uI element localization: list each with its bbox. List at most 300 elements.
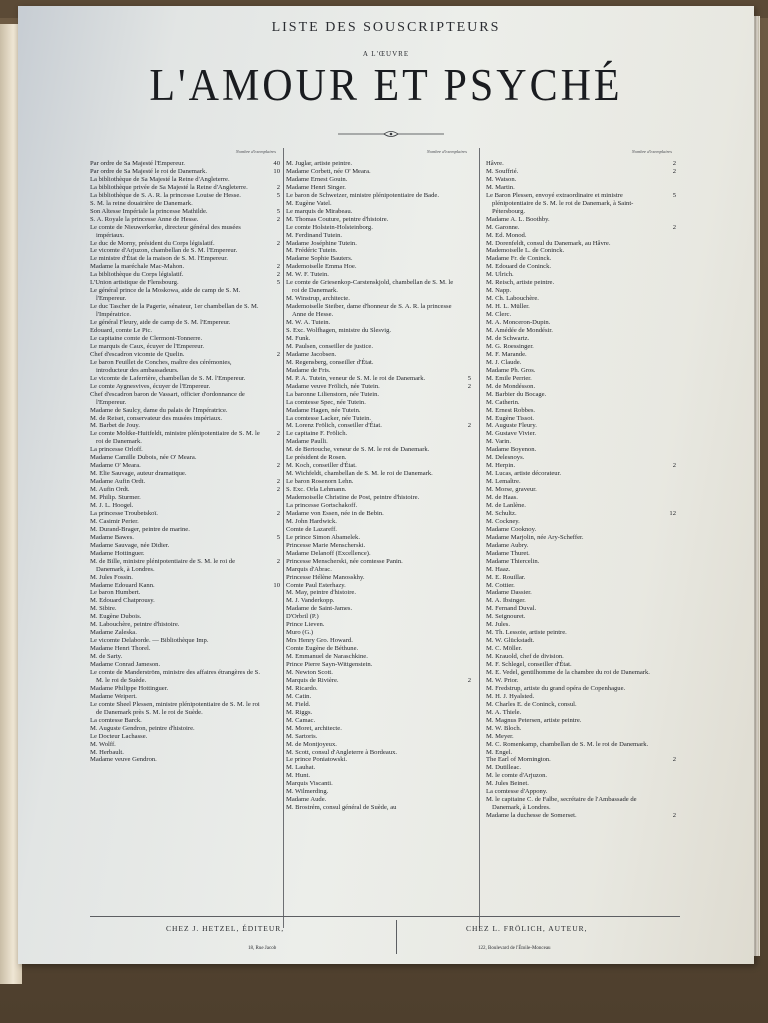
subscriber-name: M. Delesnoys.	[486, 454, 525, 462]
subscriber-name: La bibliothèque de S. A. R. la princesse Louise de Hesse.	[90, 191, 241, 199]
subscriber-entry	[286, 677, 471, 685]
subscriber-name: Prince Lieven.	[286, 621, 325, 629]
subscriber-name: M. Eugène Vatel.	[286, 199, 332, 207]
subscriber-name: Mrs Henry Gro. Howard.	[286, 637, 353, 645]
subscriber-name: M. Gustave Vivier.	[486, 430, 537, 438]
subscriber-entry	[486, 430, 676, 438]
subscriber-name: La princesse Orloff.	[90, 446, 143, 454]
subscriber-entry	[486, 192, 676, 216]
subscriber-entry	[90, 216, 280, 224]
subscriber-entry	[90, 637, 280, 645]
subscriber-entry	[486, 502, 676, 510]
subscriber-entry	[286, 168, 471, 176]
subscriber-entry	[90, 407, 280, 415]
subscriber-name: Madame Henri Thorel.	[90, 645, 151, 653]
subscriber-entry	[90, 343, 280, 351]
subscriber-name: Par ordre de Sa Majesté le roi de Danemark.	[90, 167, 207, 175]
subscriber-entry	[286, 176, 471, 184]
subscriber-entry	[286, 756, 471, 764]
subscriber-name: Le vicomte Delaborde. — Bibliothèque Imp.	[90, 637, 209, 645]
subscriber-name: Le capitaine comte de Clermont-Tonnerre.	[90, 334, 203, 342]
copies-count: 5	[276, 207, 280, 215]
subscriber-name: M. le comte d'Arjuzon.	[486, 772, 548, 780]
subscriber-entry	[286, 717, 471, 725]
subscriber-name: M. Philip. Sturmer.	[90, 494, 141, 502]
subscriber-name: Madame Paulli.	[286, 438, 328, 446]
subscriber-name: M. de Bille, ministre plénipotentiaire de S. M. le roi de Danemark, à Londres.	[90, 557, 236, 573]
subscriber-entry	[486, 399, 676, 407]
subscriber-name: M. Krauold, chef de division.	[486, 653, 564, 661]
subscriber-name: M. Barbet de Jouy.	[90, 422, 140, 430]
subscriber-name: Mademoiselle Emma Hoe.	[286, 263, 357, 271]
subscriber-name: M. Moret, architecte.	[286, 724, 342, 732]
subscriber-entry	[90, 351, 280, 359]
subscriber-entry	[286, 359, 471, 367]
subscriber-entry	[286, 224, 471, 232]
subscriber-name: M. Garonne.	[486, 223, 520, 231]
subscriber-name: M. Newton Scott.	[286, 669, 333, 676]
subscriber-entry	[286, 741, 471, 749]
subscriber-entry	[90, 605, 280, 613]
subscriber-name: Madame Aufin Ordt.	[90, 478, 146, 486]
subscriber-name: M. Funk.	[286, 334, 311, 342]
subscriber-entry	[486, 407, 676, 415]
subscriber-entry	[286, 534, 471, 542]
subscriber-name: Madame de Fris.	[286, 366, 331, 374]
subscriber-name: Le baron Rosenorn Lehn.	[286, 478, 354, 486]
subscriber-entry	[90, 359, 280, 375]
copies-count: 5	[276, 533, 280, 541]
subscriber-entry	[486, 224, 676, 232]
subscriber-entry	[286, 653, 471, 661]
subscriber-name: M. Dutilleac.	[486, 764, 521, 772]
publisher-address: 18, Rue Jacob	[248, 946, 277, 951]
copies-count: 10	[273, 167, 280, 175]
subscriber-entry	[486, 733, 676, 741]
subscriber-entry	[90, 629, 280, 637]
subscriber-entry	[90, 653, 280, 661]
subscriber-name: Madame Jacobsen.	[286, 350, 337, 358]
subscriber-name: Comte de Lazareff.	[286, 525, 337, 533]
subscriber-name: M. W. Bloch.	[486, 724, 522, 732]
subscriber-name: Comte Eugène de Béthune.	[286, 645, 359, 653]
subscriber-entry	[486, 240, 676, 248]
subscriber-entry	[486, 303, 676, 311]
copies-count: 5	[276, 191, 280, 199]
subscriber-name: Marquis d'Abrac.	[286, 565, 332, 573]
copies-count: 2	[276, 183, 280, 191]
subscriber-name: M. Catin.	[286, 692, 312, 700]
subscriber-entry	[486, 486, 676, 494]
subscriber-name: M. Fernand Duval.	[486, 605, 537, 613]
subscriber-entry	[486, 335, 676, 343]
subscriber-name: M. Riggs.	[286, 708, 313, 716]
subscriber-name: M. Fredstrup, artiste du grand opéra de Copenhague.	[486, 684, 626, 692]
subscriber-name: M. Reisch, artiste peintre.	[486, 279, 555, 287]
subscriber-entry	[286, 160, 471, 168]
copies-count: 2	[276, 215, 280, 223]
subscriber-name: M. Regensberg, conseiller d'État.	[286, 358, 374, 366]
subscriber-entry	[286, 518, 471, 526]
subscriber-name: The Earl of Mornington.	[486, 756, 551, 764]
subscriber-entry	[486, 653, 676, 661]
list-title: LISTE DES SOUSCRIPTEURS	[271, 20, 501, 35]
copies-count: 2	[276, 350, 280, 358]
copies-count: 2	[467, 676, 471, 684]
subscriber-name: Madame Hottinguer.	[90, 549, 145, 557]
subscriber-entry	[286, 764, 471, 772]
subscriber-entry	[486, 621, 676, 629]
publisher-imprint: CHEZ J. HETZEL, ÉDITEUR,	[166, 924, 285, 933]
subscriber-name: M. Martin.	[486, 183, 515, 191]
subscriber-entry	[90, 470, 280, 478]
subscriber-entry	[486, 184, 676, 192]
subscriber-entry	[90, 741, 280, 749]
subscriber-entry	[286, 383, 471, 391]
subscriber-name: M. Emile Perrier.	[486, 374, 532, 382]
subscriber-name: M. Emmanuel de Naraschkine.	[286, 653, 368, 661]
subscriber-name: Le ministre d'État de la maison de S. M. l'Empereur.	[90, 255, 228, 263]
subscriber-entry	[286, 780, 471, 788]
subscriber-name: M. Dorenfeldt, consul du Danemark, au Hâvre.	[486, 239, 611, 247]
subscriber-entry	[286, 772, 471, 780]
copies-count: 5	[672, 191, 676, 199]
subscriber-entry	[286, 327, 471, 335]
subscriber-entry	[286, 232, 471, 240]
subscriber-entry	[486, 741, 676, 749]
subscriber-name: M. Lucas, artiste décorateur.	[486, 470, 562, 478]
subscriber-entry	[90, 693, 280, 701]
subscriber-entry	[486, 749, 676, 757]
subscriber-entry	[90, 661, 280, 669]
subscriber-entry	[486, 780, 676, 788]
subscriber-name: M. Ferdinand Tutein.	[286, 231, 343, 239]
subscriber-name: M. J. Claude.	[486, 358, 522, 366]
subscriber-entry	[286, 295, 471, 303]
subscriber-name: Le comte de Nieuwerkerke, directeur général des musées impériaux.	[90, 223, 241, 239]
subscriber-entry	[286, 470, 471, 478]
subscriber-name: M. Cockney.	[486, 517, 520, 525]
subscriber-name: M. Lorenz Frölich, conseiller d'État.	[286, 422, 382, 430]
copies-count: 2	[672, 223, 676, 231]
subscriber-name: M. C. Romenkamp, chambellan de S. M. le roi de Danemark.	[486, 740, 649, 748]
subscriber-entry	[286, 558, 471, 566]
subscriber-entry	[286, 788, 471, 796]
subscriber-entry	[286, 669, 471, 677]
subscriber-entry	[286, 319, 471, 327]
subscriber-entry	[286, 749, 471, 757]
subscriber-entry	[286, 192, 471, 200]
subscriber-entry	[90, 224, 280, 240]
subscriber-name: M. Elie Sauvage, auteur dramatique.	[90, 470, 187, 478]
subscriber-name: M. Field.	[286, 700, 311, 708]
subscriber-name: Le marquis de Mirabeau.	[286, 207, 353, 215]
subscriber-name: Comte Paul Esterhazy.	[286, 581, 346, 589]
subscriber-entry	[486, 605, 676, 613]
subscriber-entry	[286, 208, 471, 216]
subscriber-entry	[486, 494, 676, 502]
subscriber-name: Princesse Menscherski, née comtesse Panin.	[286, 557, 403, 565]
subscriber-entry	[486, 645, 676, 653]
subscriber-name: M. F. Marande.	[486, 350, 527, 358]
subscriber-name: M. Juglar, artiste peintre.	[286, 160, 353, 167]
subscriber-entry	[90, 518, 280, 526]
subscriber-entry	[90, 542, 280, 550]
subscriber-name: M. A. Monceron-Dupin.	[486, 319, 551, 327]
subscriber-entry	[286, 574, 471, 582]
subscriber-entry	[286, 462, 471, 470]
subscriber-name: Mademoiselle Christine de Post, peintre d'histoire.	[286, 494, 420, 502]
subscriber-entry	[486, 566, 676, 574]
subscriber-name: Madame von Essen, née in de Bebin.	[286, 509, 384, 517]
subscriber-entry	[286, 200, 471, 208]
subscriber-name: M. Eugène Tissot.	[486, 414, 534, 422]
subscriber-entry	[90, 430, 280, 446]
subscriber-entry	[90, 701, 280, 717]
work-title: L'AMOUR ET PSYCHÉ	[149, 61, 623, 111]
subscriber-name: Le duc de Morny, président du Corps législatif.	[90, 239, 215, 247]
copies-count: 2	[276, 239, 280, 247]
column-divider	[479, 148, 480, 928]
subscriber-entry	[486, 287, 676, 295]
subscriber-name: M. Camac.	[286, 716, 316, 724]
subscriber-name: M. Eugène Dubois.	[90, 613, 142, 621]
subscriber-name: D'Orbril (P.)	[286, 613, 319, 621]
subscriber-name: La comtesse d'Appony.	[486, 788, 548, 796]
subscriber-entry	[286, 589, 471, 597]
subscriber-entry	[286, 709, 471, 717]
subscriber-entry	[486, 550, 676, 558]
subscriber-entry	[486, 518, 676, 526]
subscriber-name: M. Durand-Brager, peintre de marine.	[90, 525, 190, 533]
subscriber-entry	[90, 327, 280, 335]
subscriber-entry	[486, 677, 676, 685]
copies-count: 2	[672, 167, 676, 175]
subscriber-entry	[90, 494, 280, 502]
subscriber-name: M. May, peintre d'histoire.	[286, 589, 356, 597]
subscriber-entry	[486, 351, 676, 359]
subscriber-entry	[90, 319, 280, 327]
subscriber-entry	[486, 422, 676, 430]
subscriber-name: M. Varin.	[486, 438, 511, 446]
subscriber-name: Madame Zaleska.	[90, 629, 137, 637]
subscriber-name: S. Exc. Orla Lehmann.	[286, 486, 347, 494]
subscriber-entry	[90, 383, 280, 391]
subscriber-entry	[286, 613, 471, 621]
subscriber-entry	[286, 804, 471, 812]
subscriber-entry	[286, 375, 471, 383]
subscriber-name: M. H. J. Hyalsted.	[486, 692, 535, 700]
subscriber-name: Princesse Hélène Manosskhy.	[286, 573, 365, 581]
subscriber-name: Madame Edouard Kann.	[90, 581, 155, 589]
subscriber-name: Madame Delanoff (Excellence).	[286, 549, 371, 557]
subscriber-entry	[90, 613, 280, 621]
subscriber-name: La bibliothèque du Corps législatif.	[90, 271, 184, 279]
subscriber-name: Madame Fr. de Coninck.	[486, 255, 552, 263]
subscriber-name: Madame Cooknoy.	[486, 525, 537, 533]
subscriber-name: Le baron Feuillet de Conches, maître des cérémonies, introducteur des ambassadeurs.	[90, 358, 232, 374]
subscriber-name: Marquis de Rivière.	[286, 676, 339, 684]
subscriber-entry	[90, 478, 280, 486]
subscriber-entry	[286, 351, 471, 359]
copies-count: 2	[467, 422, 471, 430]
subscriber-name: Madame Bawes.	[90, 533, 134, 541]
subscriber-name: M. A. Thiele.	[486, 708, 522, 716]
subscriber-name: M. Charles E. de Coninck, consul.	[486, 700, 577, 708]
subscriber-name: M. Jules Fossin.	[90, 573, 133, 581]
subscriber-entry	[286, 438, 471, 446]
subscriber-name: Le vicomte de Laferrière, chambellan de S. M. l'Empereur.	[90, 374, 246, 382]
subscriber-name: L'Union artistique de Flensbourg.	[90, 279, 179, 287]
subscriber-name: Madame veuve Frölich, née Tutein.	[286, 382, 380, 390]
subscriber-entry	[90, 192, 280, 200]
subscriber-entry	[90, 749, 280, 757]
subscriber-entry	[286, 510, 471, 518]
footer-rule	[90, 916, 680, 917]
subscriber-column-3	[486, 148, 676, 908]
subscriber-entry	[90, 462, 280, 470]
subscriber-name: M. Ch. Labouchère.	[486, 295, 539, 303]
subscriber-name: M. de Lanlène.	[486, 501, 526, 509]
subscriber-name: M. A. Ibsinger.	[486, 597, 526, 605]
copies-count: 40	[273, 160, 280, 167]
subscriber-entry	[486, 534, 676, 542]
subscriber-name: Le général Fleury, aide de camp de S. M. l'Empereur.	[90, 319, 231, 327]
subscriber-entry	[90, 240, 280, 248]
subscriber-entry	[486, 383, 676, 391]
subscriber-name: Le baron de Schweizer, ministre plénipotentiaire de Bade.	[286, 191, 439, 199]
subscriber-name: Madame Aude.	[286, 796, 327, 804]
subscriber-name: Madame la maréchale Mac-Mahon.	[90, 263, 185, 271]
subscriber-name: La bibliothèque privée de Sa Majesté la Reine d'Angleterre.	[90, 183, 248, 191]
subscriber-entry	[286, 247, 471, 255]
subscriber-name: Madame Weipert.	[90, 692, 137, 700]
subscriber-entry	[486, 558, 676, 566]
subscriber-entry	[286, 733, 471, 741]
subscriber-entry	[90, 263, 280, 271]
subscriber-name: Princesse Marie Menscherski.	[286, 541, 366, 549]
column-header: Nombre d'exemplaires	[235, 149, 276, 154]
subscriber-name: Le général prince de la Moskowa, aide de camp de S. M. l'Empereur.	[90, 287, 241, 303]
subscriber-name: Madame Camille Dubois, née O' Meara.	[90, 454, 197, 462]
document-page	[18, 6, 754, 964]
subscriber-entry	[286, 271, 471, 279]
subscriber-entry	[286, 399, 471, 407]
subscriber-entry	[486, 263, 676, 271]
subscriber-entry	[90, 725, 280, 733]
subscriber-entry	[486, 415, 676, 423]
subscriber-entry	[486, 796, 676, 812]
subscriber-entry	[90, 621, 280, 629]
subscriber-name: M. de Schwartz.	[486, 334, 530, 342]
subscriber-entry	[90, 669, 280, 685]
subscriber-entry	[90, 415, 280, 423]
subscriber-name: M. Lemaître.	[486, 478, 521, 486]
subscriber-entry	[286, 796, 471, 804]
subscriber-name: M. Barbier du Bocage.	[486, 390, 547, 398]
subscriber-name: Mademoiselle L. de Coninck.	[486, 247, 565, 255]
column-header: Nombre d'exemplaires	[426, 149, 467, 154]
subscriber-entry	[486, 279, 676, 287]
subscriber-name: La bibliothèque de Sa Majesté la Reine d'Angleterre.	[90, 175, 230, 183]
subscriber-name: Le comte Moltke-Huitfeldt, ministre plénipotentiaire de S. M. le roi de Danemark.	[90, 430, 260, 446]
subscriber-name: M. Clerc.	[486, 311, 512, 319]
subscriber-name: Prince Pierre Sayn-Wittgenstein.	[286, 661, 373, 669]
subscriber-entry	[90, 717, 280, 725]
copies-count: 2	[276, 509, 280, 517]
subscriber-entry	[486, 589, 676, 597]
subscriber-entry	[90, 303, 280, 319]
subscriber-entry	[486, 693, 676, 701]
subscriber-entry	[486, 629, 676, 637]
subscriber-name: M. Ricardo.	[286, 684, 318, 692]
subscriber-entry	[486, 375, 676, 383]
subscriber-name: M. de Reiset, conservateur des musées impériaux.	[90, 414, 223, 422]
subscriber-entry	[286, 661, 471, 669]
subscriber-name: Madame A. L. Boothby.	[486, 215, 550, 223]
subscriber-entry	[486, 812, 676, 820]
subscriber-name: Le capitaine F. Frölich.	[286, 430, 348, 438]
subscriber-entry	[486, 613, 676, 621]
subscriber-entry	[486, 247, 676, 255]
subscriber-name: M. Cottier.	[486, 581, 515, 589]
subscriber-name: M. Edouard Chatprousy.	[90, 597, 155, 605]
subscriber-name: M. Schultz.	[486, 509, 517, 517]
subscriber-name: Madame Conrad Jameson.	[90, 661, 161, 669]
subscriber-name: M. Scott, consul d'Angleterre à Bordeaux.	[286, 748, 398, 756]
subscriber-name: Son Altesse Impériale la princesse Mathilde.	[90, 207, 208, 215]
subscriber-name: Edouard, comte Le Pic.	[90, 327, 153, 335]
subscriber-entry	[486, 391, 676, 399]
subscriber-entry	[486, 255, 676, 263]
subscriber-entry	[286, 279, 471, 295]
copies-count: 5	[467, 374, 471, 382]
subscriber-entry	[486, 446, 676, 454]
subscriber-entry	[486, 311, 676, 319]
subscriber-name: M. E. Rouillar.	[486, 573, 526, 581]
subscriber-name: Madame Philippe Hottinguer.	[90, 684, 169, 692]
subscriber-name: Le baron Humbert.	[90, 589, 141, 597]
subscriber-name: M. E. Vedel, gentilhomme de la chambre du roi de Danemark.	[486, 669, 650, 676]
subscriber-entry	[486, 478, 676, 486]
subscriber-name: Madame Thuret.	[486, 549, 530, 557]
subscriber-name: M. W. Prior.	[486, 676, 519, 684]
subscriber-name: M. Engel.	[486, 748, 513, 756]
subscriber-entry	[90, 335, 280, 343]
subscriber-entry	[486, 574, 676, 582]
subscriber-entry	[286, 542, 471, 550]
subscriber-name: M. de Bertouche, veneur de S. M. le roi de Danemark.	[286, 446, 430, 454]
subscriber-entry	[486, 454, 676, 462]
subscriber-name: Madame Corbett, née O' Meara.	[286, 167, 371, 175]
subscriber-entry	[286, 367, 471, 375]
subscriber-entry	[286, 255, 471, 263]
subscriber-name: M. de Sarty.	[90, 653, 123, 661]
subscriber-name: M. Wichfeldt, chambellan de S. M. le roi de Danemark.	[286, 470, 433, 478]
subscriber-name: M. Frédéric Tutein.	[286, 247, 338, 255]
subscriber-name: S. M. la reine douairière de Danemark.	[90, 199, 193, 207]
subscriber-entry	[486, 597, 676, 605]
list-subtitle: A L'ŒUVRE	[362, 50, 410, 58]
subscriber-name: M. Sartoris.	[286, 732, 318, 740]
subscriber-entry	[486, 327, 676, 335]
subscriber-name: Le comte de Manderström, ministre des affaires étrangères de S. M. le roi de Suède.	[90, 669, 260, 684]
subscriber-entry	[286, 685, 471, 693]
subscriber-entry	[486, 367, 676, 375]
subscriber-name: M. Jules.	[486, 621, 510, 629]
subscriber-entry	[486, 701, 676, 709]
subscriber-entry	[486, 343, 676, 351]
